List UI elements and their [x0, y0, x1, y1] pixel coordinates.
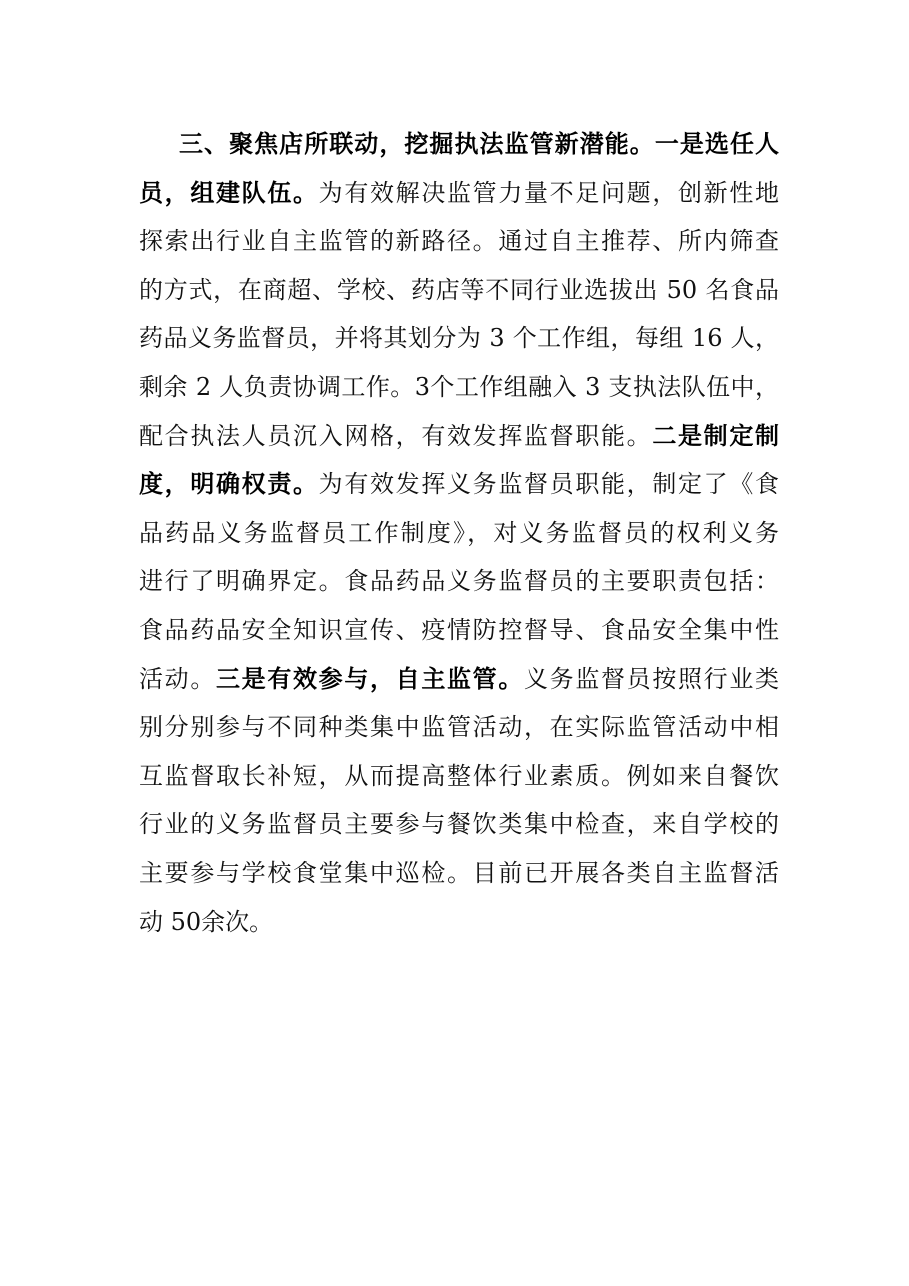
- text-line: [139, 655, 779, 704]
- text-line: [139, 557, 779, 606]
- text-run: 活动。: [139, 664, 216, 693]
- text-run: 互监督取长补短，从而提高整体行业素质。例如来自餐饮: [139, 761, 779, 790]
- text-line: [139, 800, 779, 849]
- text-line: [139, 509, 779, 558]
- text-line: [139, 606, 779, 655]
- text-run: 进行了明确界定。食品药品义务监督员的主要职责包括：: [139, 567, 779, 596]
- text-run: 药品义务监督员，并将其划分为 3 个工作组，每组 16 人，: [139, 324, 779, 353]
- text-line: [139, 460, 779, 509]
- text-run: 的方式，在商超、学校、药店等不同行业选拔出 50 名食品: [139, 275, 779, 304]
- text-line: [139, 120, 779, 169]
- text-line: [139, 849, 779, 898]
- text-line: [139, 169, 779, 218]
- point-two-title-cont: 度，明确权责。: [139, 469, 319, 499]
- heading-three: 三、聚焦店所联动，挖掘执法监管新潜能。一是选任人: [179, 129, 779, 158]
- text-line: [139, 703, 779, 752]
- text-run: 义务监督员按照行业类: [524, 664, 779, 693]
- text-line: [139, 363, 779, 412]
- text-run: 探索出行业自主监管的新路径。通过自主推荐、所内筛查: [139, 227, 779, 256]
- point-one-title: 员，组建队伍。: [139, 177, 319, 207]
- text-run: 食品药品安全知识宣传、疫情防控督导、食品安全集中性: [139, 615, 779, 644]
- text-line: [139, 898, 779, 947]
- body-paragraph: [139, 120, 779, 946]
- text-run: 为有效发挥义务监督员职能，制定了《食: [318, 470, 780, 499]
- text-run: 为有效解决监管力量不足问题，创新性地: [318, 178, 780, 207]
- point-two-title: 二是制定制: [652, 420, 780, 450]
- text-line: [139, 314, 779, 363]
- text-run: 别分别参与不同种类集中监管活动，在实际监管活动中相: [139, 713, 779, 742]
- text-run: 动 50余次。: [139, 907, 274, 936]
- point-three-title: 三是有效参与，自主监管。: [216, 663, 524, 693]
- text-line: [139, 217, 779, 266]
- text-line: [139, 412, 779, 461]
- text-line: [139, 266, 779, 315]
- text-run: 剩余 2 人负责协调工作。3个工作组融入 3 支执法队伍中，: [139, 372, 779, 401]
- text-line: [139, 752, 779, 801]
- text-run: 品药品义务监督员工作制度》，对义务监督员的权利义务: [139, 518, 779, 547]
- text-run: 主要参与学校食堂集中巡检。目前已开展各类自主监督活: [139, 858, 779, 887]
- text-run: 配合执法人员沉入网格，有效发挥监督职能。: [139, 421, 653, 450]
- text-run: 行业的义务监督员主要参与餐饮类集中检查，来自学校的: [139, 810, 779, 839]
